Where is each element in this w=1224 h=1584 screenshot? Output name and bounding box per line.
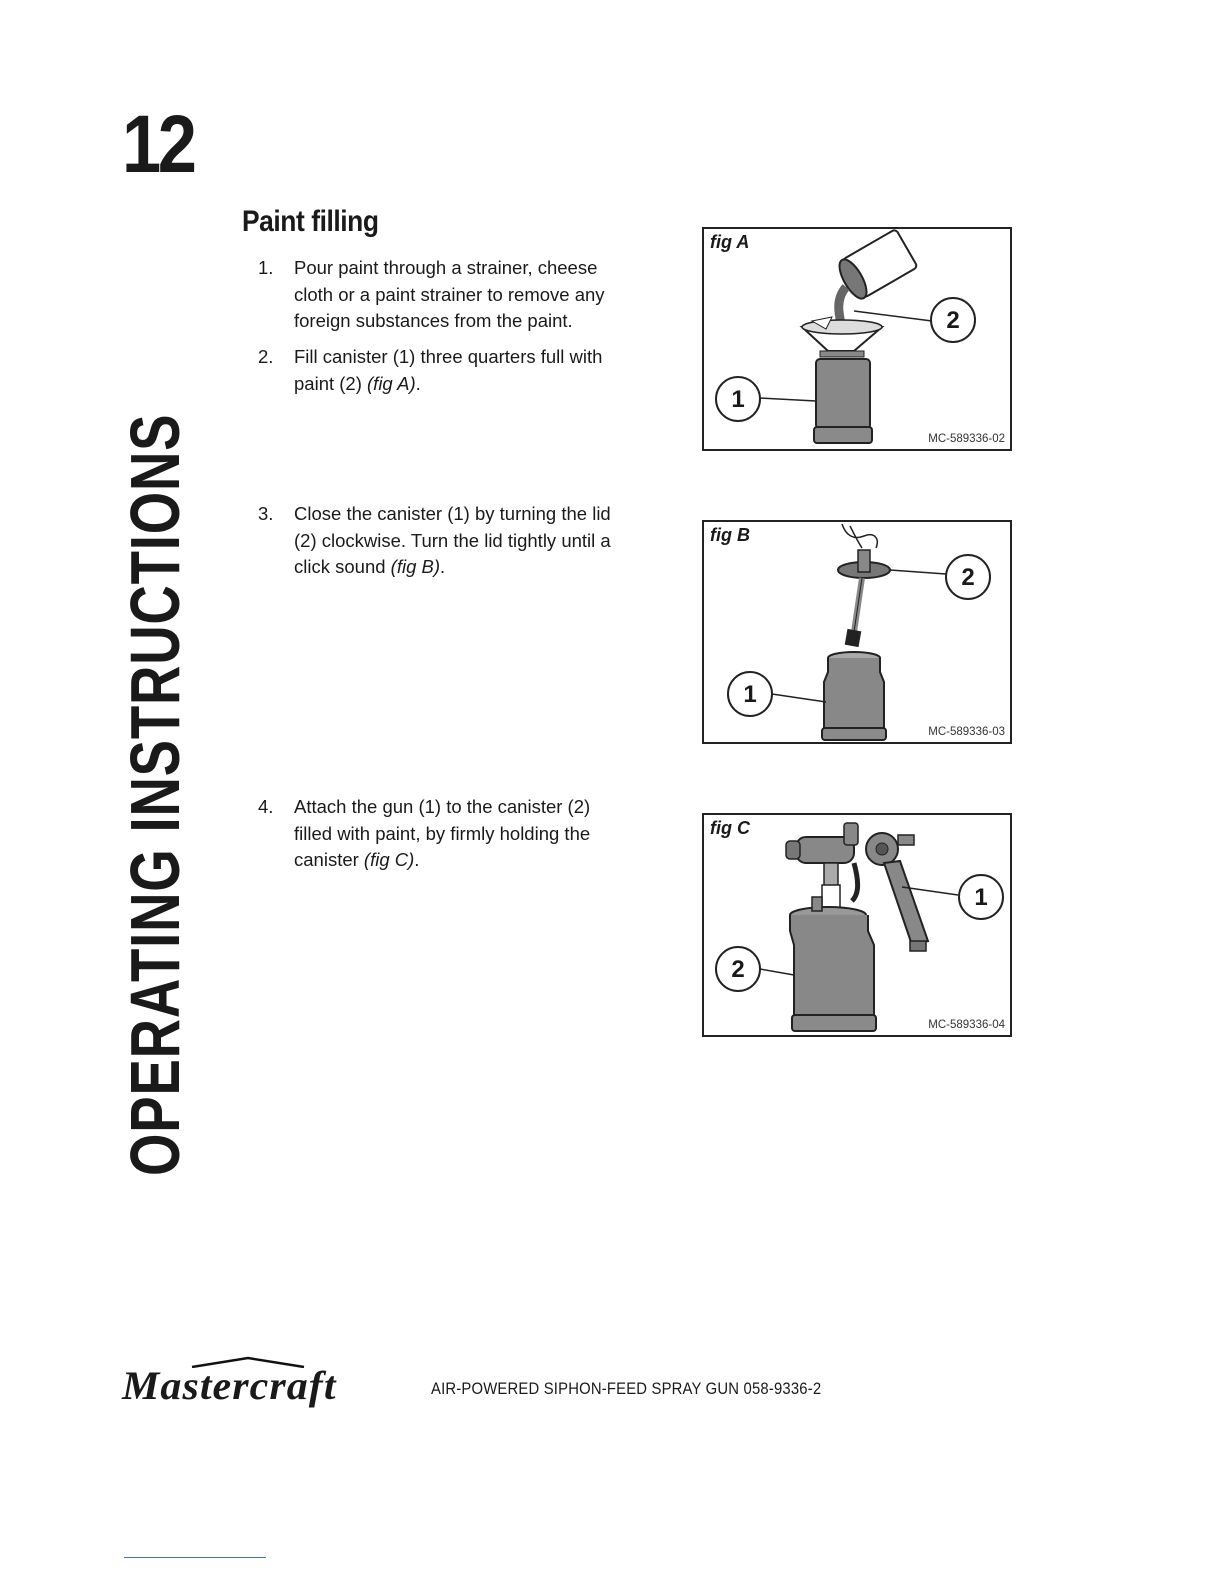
step-number: 3.	[258, 503, 274, 524]
step-number: 4.	[258, 796, 274, 817]
step-text: Attach the gun (1) to the canister (2) filled with paint, by firmly holding the canister (fig C).	[294, 796, 591, 870]
figure-code: MC-589336-04	[928, 1019, 1005, 1031]
callout-1: 1	[974, 884, 988, 911]
callout-1: 1	[743, 681, 757, 708]
step-text: Fill canister (1) three quarters full with paint (2) (fig A).	[294, 346, 603, 394]
callout-1: 1	[731, 386, 745, 413]
step-number: 1.	[258, 257, 274, 278]
attach-gun-illustration	[704, 815, 1010, 1035]
pour-paint-illustration	[704, 229, 1010, 449]
figure-c	[702, 813, 1012, 1037]
step-text: Pour paint through a strainer, cheese cloth or a paint strainer to remove any foreign substances from the paint.	[294, 257, 605, 331]
figure-reference: (fig A)	[367, 372, 416, 394]
side-title: OPERATING INSTRUCTIONS	[116, 413, 194, 1176]
brand-wordmark: Mastercraft	[122, 1363, 337, 1408]
step-text: Close the canister (1) by turning the lid (2) clockwise. Turn the lid tightly until a click sound (fig B).	[294, 503, 611, 577]
bottom-rule	[124, 1557, 266, 1558]
figure-label: fig C	[710, 818, 750, 838]
figure-label: fig B	[710, 525, 750, 545]
figure-reference: (fig C)	[363, 849, 415, 870]
callout-2: 2	[961, 564, 975, 591]
callout-2: 2	[946, 307, 960, 334]
step-number: 2.	[258, 346, 274, 367]
callout-2: 2	[731, 956, 745, 983]
section-heading: Paint filling	[242, 205, 379, 238]
figure-label: fig A	[710, 232, 750, 252]
side-title-container	[116, 284, 194, 1176]
figure-reference: (fig B)	[390, 556, 440, 577]
figure-b	[702, 520, 1012, 744]
product-footer: AIR-POWERED SIPHON-FEED SPRAY GUN 058-9336-2	[431, 1380, 822, 1398]
page-number: 12	[122, 99, 194, 190]
brand-logo	[122, 1356, 386, 1408]
figure-code: MC-589336-02	[928, 433, 1005, 445]
figure-a	[702, 227, 1012, 451]
figure-code: MC-589336-03	[928, 726, 1005, 738]
close-lid-illustration	[704, 522, 1010, 742]
